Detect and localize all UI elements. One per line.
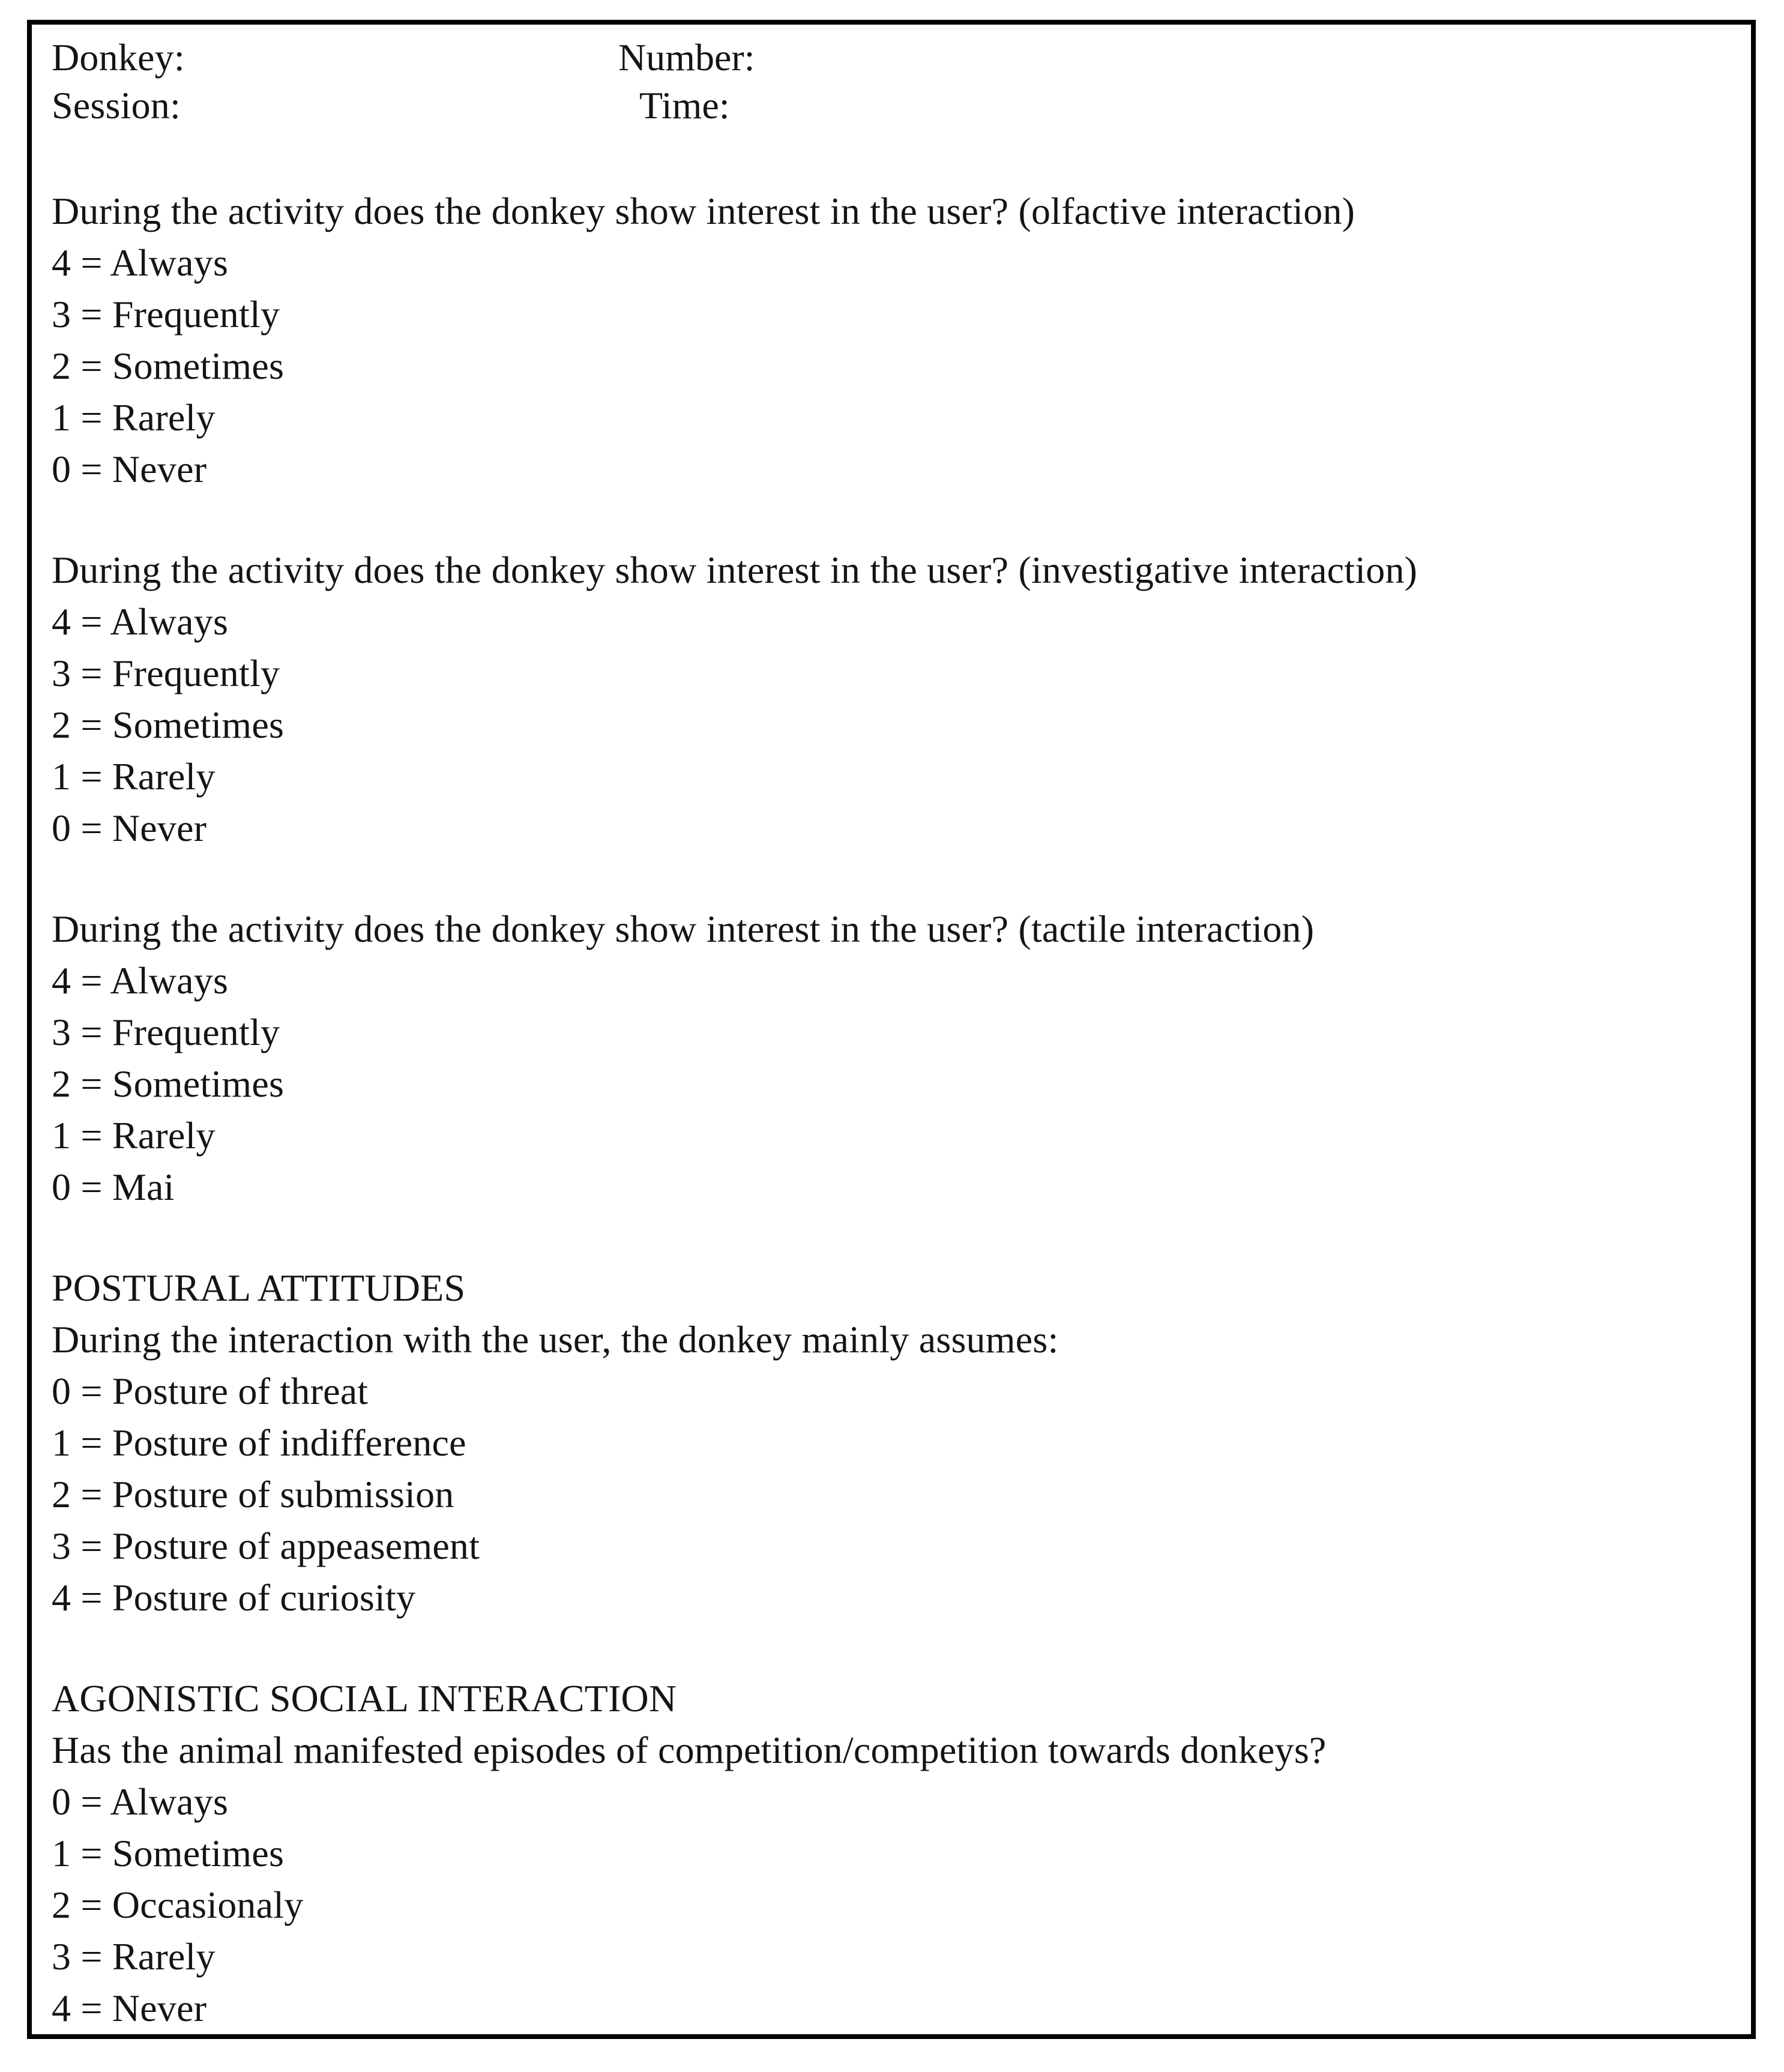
session-label: Session: [52,84,181,127]
investigative-option: 3 = Frequently [52,652,280,694]
agonistic-question: Has the animal manifested episodes of competition/competition towards donkeys? [52,1729,1327,1771]
agonistic-option: 3 = Rarely [52,1935,215,1978]
olfactive-option: 1 = Rarely [52,396,215,439]
olfactive-option: 4 = Always [52,241,229,284]
olfactive-option: 3 = Frequently [52,293,280,336]
tactile-option: 0 = Mai [52,1166,175,1208]
donkey-label: Donkey: [52,36,185,79]
tactile-option: 1 = Rarely [52,1114,215,1157]
olfactive-question: During the activity does the donkey show interest in the user? (olfactive interaction) [52,190,1355,232]
olfactive-option: 2 = Sometimes [52,345,285,387]
tactile-option: 4 = Always [52,959,229,1002]
investigative-question: During the activity does the donkey show interest in the user? (investigative interaction) [52,549,1418,591]
investigative-option: 0 = Never [52,807,207,849]
agonistic-heading: AGONISTIC SOCIAL INTERACTION [52,1677,677,1720]
agonistic-option: 1 = Sometimes [52,1832,285,1875]
postural-option: 2 = Posture of submission [52,1473,454,1516]
postural-option: 3 = Posture of appeasement [52,1525,480,1567]
postural-question: During the interaction with the user, the donkey mainly assumes: [52,1318,1059,1361]
investigative-option: 4 = Always [52,600,229,643]
tactile-option: 3 = Frequently [52,1011,280,1053]
agonistic-option: 4 = Never [52,1987,207,2029]
agonistic-option: 2 = Occasionaly [52,1884,304,1926]
number-label: Number: [618,36,755,79]
postural-option: 4 = Posture of curiosity [52,1576,416,1619]
postural-option: 0 = Posture of threat [52,1370,369,1412]
postural-heading: POSTURAL ATTITUDES [52,1266,466,1309]
tactile-question: During the activity does the donkey show interest in the user? (tactile interaction) [52,908,1315,950]
time-label: Time: [639,84,730,127]
postural-option: 1 = Posture of indifference [52,1421,466,1464]
agonistic-option: 0 = Always [52,1780,229,1823]
tactile-option: 2 = Sometimes [52,1062,285,1105]
investigative-option: 1 = Rarely [52,755,215,798]
investigative-option: 2 = Sometimes [52,703,285,746]
olfactive-option: 0 = Never [52,448,207,490]
